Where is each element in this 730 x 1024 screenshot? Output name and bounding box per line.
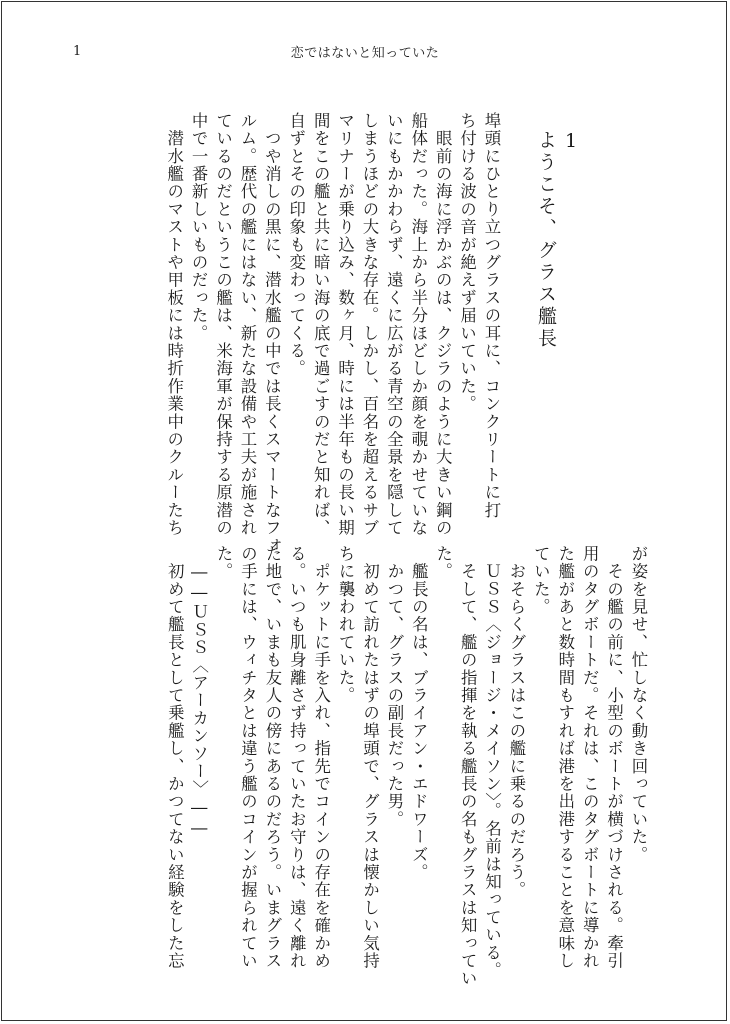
text-line: 中で一番新しいものだった。	[189, 112, 209, 343]
text-line: ているのだというこの艦は、米海軍が保持する原潜の	[213, 112, 233, 537]
text-line: 用のタグボートだ。それは、このタグボートに導かれ	[580, 545, 600, 970]
text-line: ポケットに手を入れ、指先でコインの存在を確かめ	[311, 545, 331, 970]
body-text-upper	[161, 112, 503, 555]
text-line: ＵＳＳ〈ジョージ・メイソン〉。名前は知っている。	[482, 545, 502, 980]
text-line: る。いつも肌身離さず持っていたお守りは、遠く離れ	[287, 545, 307, 970]
text-line: そして、艦の指揮を執る艦長の名もグラスは知ってい	[458, 545, 478, 988]
text-line: た。	[214, 545, 234, 581]
text-line: しまうほどの大きな存在。しかし、百名を超えるサブ	[359, 112, 379, 537]
running-title: 恋ではないと知っていた	[290, 46, 440, 61]
text-line: が姿を見せ、忙しなく動き回っていた。	[629, 545, 648, 864]
text-line: た。	[433, 545, 453, 581]
text-line: 艦長の名は、ブライアン・エドワーズ。	[409, 545, 429, 882]
chapter-title: ようこそ、グラス艦長	[535, 130, 557, 350]
text-line: ていた。	[531, 545, 551, 616]
text-line: の手には、ウィチタとは違う艦のコインが握られてい	[238, 545, 258, 970]
body-text-lower	[162, 545, 650, 988]
text-line: ち付ける波の音が絶えず届いていた。	[457, 112, 477, 413]
text-line: ――ＵＳＳ〈アーカンソー〉――	[189, 545, 209, 839]
text-line: ちに襲われていた。	[336, 545, 356, 705]
text-line: 眼前の海に浮かぶのは、クジラのように大きい鋼の	[433, 112, 453, 537]
chapter-number: 1	[560, 130, 582, 155]
text-line: いにもかかわらず、遠くに広がる青空の全景を隠して	[384, 112, 404, 537]
chapter-heading	[533, 130, 582, 350]
text-line: た地で、いまも友人の傍にあるのだろう。いまグラス	[262, 545, 282, 970]
text-line: 埠頭にひとり立つグラスの耳に、コンクリートに打	[482, 112, 501, 520]
text-line: 船体だった。海上から半分ほどしか顔を覗かせていな	[408, 112, 428, 537]
text-line: ルム。歴代の艦にはない、新たな設備や工夫が施され	[237, 112, 257, 537]
text-line: かつて、グラスの副長だった男。	[384, 545, 404, 829]
text-line: 潜水艦のマストや甲板には時折作業中のクルーたち	[164, 112, 184, 537]
text-line: つや消しの黒に、潜水艦の中では長くスマートなフォ	[262, 112, 282, 555]
text-line: 初めて艦長として乗艦し、かつてない経験をした忘	[165, 545, 185, 970]
text-line: おそらくグラスはこの艦に乗るのだろう。	[506, 545, 526, 899]
text-line: 自ずとその印象も変わってくる。	[286, 112, 306, 378]
text-line: マリナーが乗り込み、数ヶ月、時には半年もの長い期	[335, 112, 355, 537]
page-number: 1	[73, 44, 82, 59]
text-line: 間をこの艦と共に暗い海の底で過ごすのだと知れば、	[311, 112, 331, 537]
text-line: その艦の前に、小型のボートが横づけされる。牽引	[604, 545, 624, 970]
text-line: 初めて訪れたはずの埠頭で、グラスは懐かしい気持	[360, 545, 380, 970]
text-line: た艦があと数時間もすれば港を出港することを意味し	[555, 545, 575, 970]
